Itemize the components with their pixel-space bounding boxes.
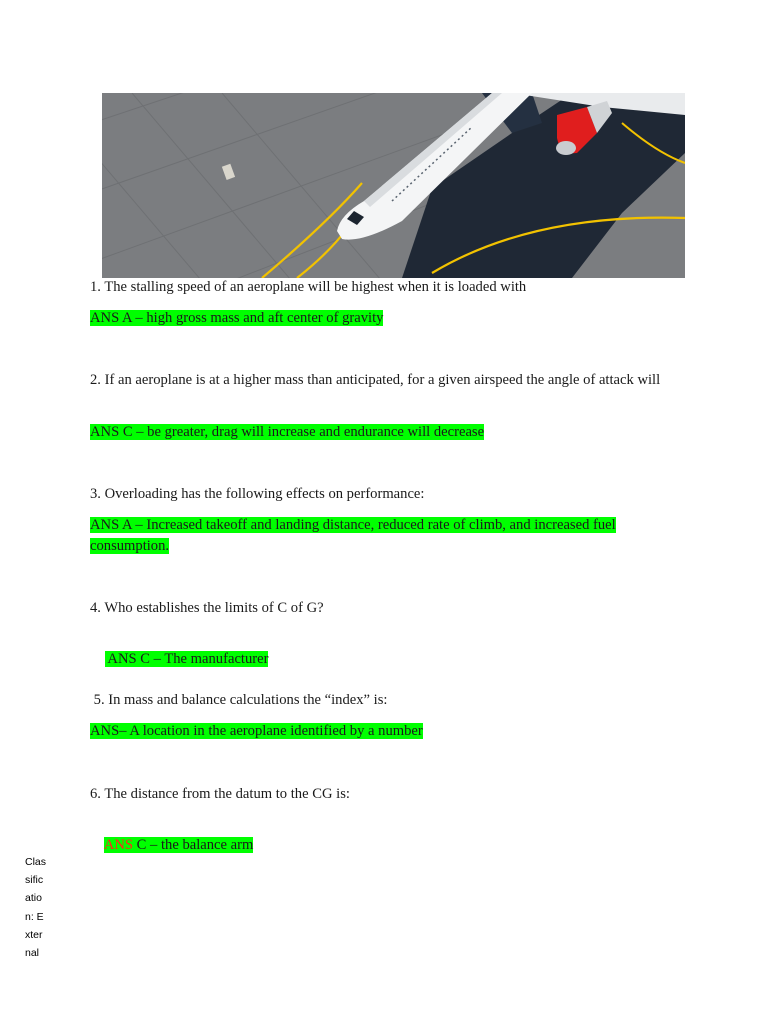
answer-text: ANS A – high gross mass and aft center of gravity: [90, 310, 384, 326]
answer-6: [90, 814, 670, 877]
answer-text: ANS A – Increased takeoff and landing distance, reduced rate of climb, and increased fuel consumption.: [90, 517, 616, 554]
answer-highlight: [90, 517, 616, 554]
aircraft-image: [102, 93, 685, 278]
question-2: 2. If an aeroplane is at a higher mass than anticipated, for a given airspeed the angle of attack will: [90, 372, 661, 388]
classification-label: Classification: External: [25, 856, 47, 960]
answer-2: [90, 422, 670, 443]
answer-highlight: [90, 424, 484, 440]
answer-text: ANS C – be greater, drag will increase and endurance will decrease: [90, 424, 485, 440]
answer-4: [90, 628, 670, 691]
question-3: 3. Overloading has the following effects on performance:: [90, 486, 425, 502]
answer-highlight: [90, 310, 383, 326]
answer-text: C – the balance arm: [133, 837, 254, 853]
answer-text: ANS C – The manufacturer: [104, 651, 269, 667]
question-5: 5. In mass and balance calculations the “index” is:: [90, 692, 388, 708]
answer-3: [90, 515, 650, 557]
question-1: 1. The stalling speed of an aeroplane will be highest when it is loaded with: [90, 279, 527, 295]
answer-5: [90, 721, 670, 742]
answer-highlight: [105, 651, 269, 667]
answer-highlight: [104, 837, 254, 853]
answer-1: [90, 308, 670, 329]
question-4: 4. Who establishes the limits of C of G?: [90, 600, 324, 616]
question-6: 6. The distance from the datum to the CG is:: [90, 786, 350, 802]
aircraft-photo: [102, 93, 685, 278]
answer-prefix: ANS: [103, 837, 133, 853]
answer-highlight: [90, 723, 423, 739]
answer-text: ANS– A location in the aeroplane identified by a number: [90, 723, 423, 739]
